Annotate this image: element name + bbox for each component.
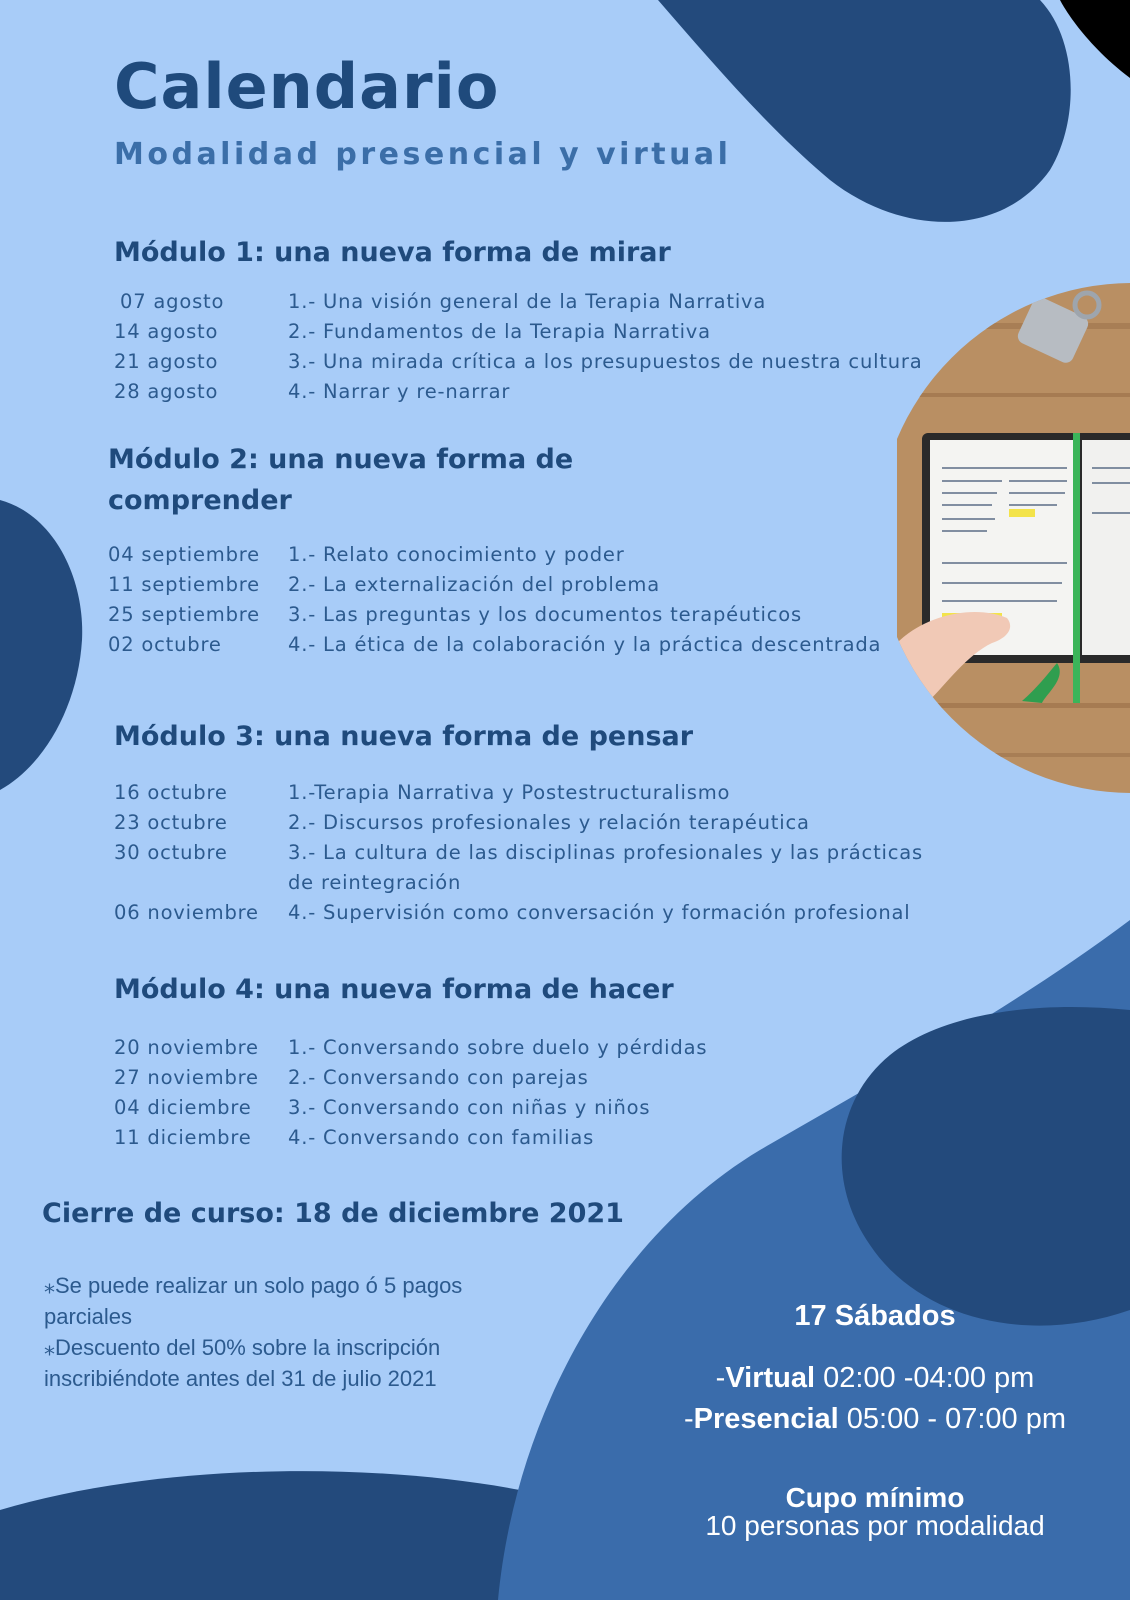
session-date: 07 agosto xyxy=(120,290,225,313)
presencial-time: 05:00 - 07:00 pm xyxy=(838,1403,1067,1435)
module-title: Módulo 4: una nueva forma de hacer xyxy=(114,974,674,1005)
session-date: 21 agosto xyxy=(114,350,219,373)
module-title: Módulo 2: una nueva forma de comprender xyxy=(108,444,574,516)
virtual-label: Virtual xyxy=(725,1362,816,1394)
virtual-time: 02:00 -04:00 pm xyxy=(815,1362,1035,1394)
cupo-value: 10 personas por modalidad xyxy=(705,1510,1045,1541)
session-date: 02 octubre xyxy=(108,633,222,656)
course-closing-date: Cierre de curso: 18 de diciembre 2021 xyxy=(42,1198,624,1229)
cupo-label: Cupo mínimo xyxy=(785,1482,965,1513)
session-topic: 3.- Conversando con niñas y niños xyxy=(288,1096,651,1119)
session-topic: 1.- Conversando sobre duelo y pérdidas xyxy=(288,1036,708,1059)
planner-notebook-photo xyxy=(897,283,1130,793)
session-date: 11 septiembre xyxy=(108,573,260,596)
page-subtitle: Modalidad presencial y virtual xyxy=(114,137,732,172)
session-date: 30 octubre xyxy=(114,841,228,864)
session-topic: 3.- La cultura de las disciplinas profesionales y las prácticas de reintegración xyxy=(288,841,923,894)
session-topic: 2.- Conversando con parejas xyxy=(288,1066,589,1089)
session-date: 25 septiembre xyxy=(108,603,260,626)
top-right-blob-main xyxy=(658,0,1071,222)
session-topic: 1.- Una visión general de la Terapia Narrativa xyxy=(288,290,767,313)
presencial-prefix: - xyxy=(683,1403,694,1435)
session-topic: 3.- Las preguntas y los documentos terapéuticos xyxy=(288,603,802,626)
presencial-label: Presencial xyxy=(693,1403,839,1435)
bottom-left-blob xyxy=(0,1471,520,1600)
session-topic: 2.- Fundamentos de la Terapia Narrativa xyxy=(288,320,711,343)
session-topic: 4.- Supervisión como conversación y formación profesional xyxy=(288,901,911,924)
payment-note: ⁎Se puede realizar un solo pago ó 5 pagos parciales xyxy=(44,1273,463,1329)
payment-notes xyxy=(44,1270,514,1394)
presencial-schedule xyxy=(640,1403,1110,1436)
session-date: 11 diciembre xyxy=(114,1126,252,1149)
session-topic: 2.- Discursos profesionales y relación terapéutica xyxy=(288,811,810,834)
session-topic: 1.- Relato conocimiento y poder xyxy=(288,543,625,566)
page-title: Calendario xyxy=(114,50,500,123)
sessions-count: 17 Sábados xyxy=(794,1300,956,1332)
session-date: 16 octubre xyxy=(114,781,228,804)
session-topic: 4.- La ética de la colaboración y la práctica descentrada xyxy=(288,633,882,656)
session-topic: 2.- La externalización del problema xyxy=(288,573,660,596)
session-date: 14 agosto xyxy=(114,320,219,343)
session-topic: 4.- Conversando con familias xyxy=(288,1126,595,1149)
module-title: Módulo 3: una nueva forma de pensar xyxy=(114,721,694,752)
session-date: 06 noviembre xyxy=(114,901,259,924)
discount-note: ⁎Descuento del 50% sobre la inscripción inscribiéndote antes del 31 de julio 2021 xyxy=(44,1335,441,1391)
session-date: 04 septiembre xyxy=(108,543,260,566)
session-topic: 4.- Narrar y re-narrar xyxy=(288,380,511,403)
session-date: 23 octubre xyxy=(114,811,228,834)
session-topic: 1.-Terapia Narrativa y Postestructuralismo xyxy=(288,781,731,804)
session-date: 04 diciembre xyxy=(114,1096,252,1119)
virtual-prefix: - xyxy=(715,1362,726,1394)
session-date: 28 agosto xyxy=(114,380,219,403)
session-date: 27 noviembre xyxy=(114,1066,259,1089)
module-title: Módulo 1: una nueva forma de mirar xyxy=(114,237,671,268)
session-topic: 3.- Una mirada crítica a los presupuestos de nuestra cultura xyxy=(288,350,923,373)
left-blob xyxy=(0,500,82,790)
session-date: 20 noviembre xyxy=(114,1036,259,1059)
virtual-schedule xyxy=(640,1362,1110,1395)
